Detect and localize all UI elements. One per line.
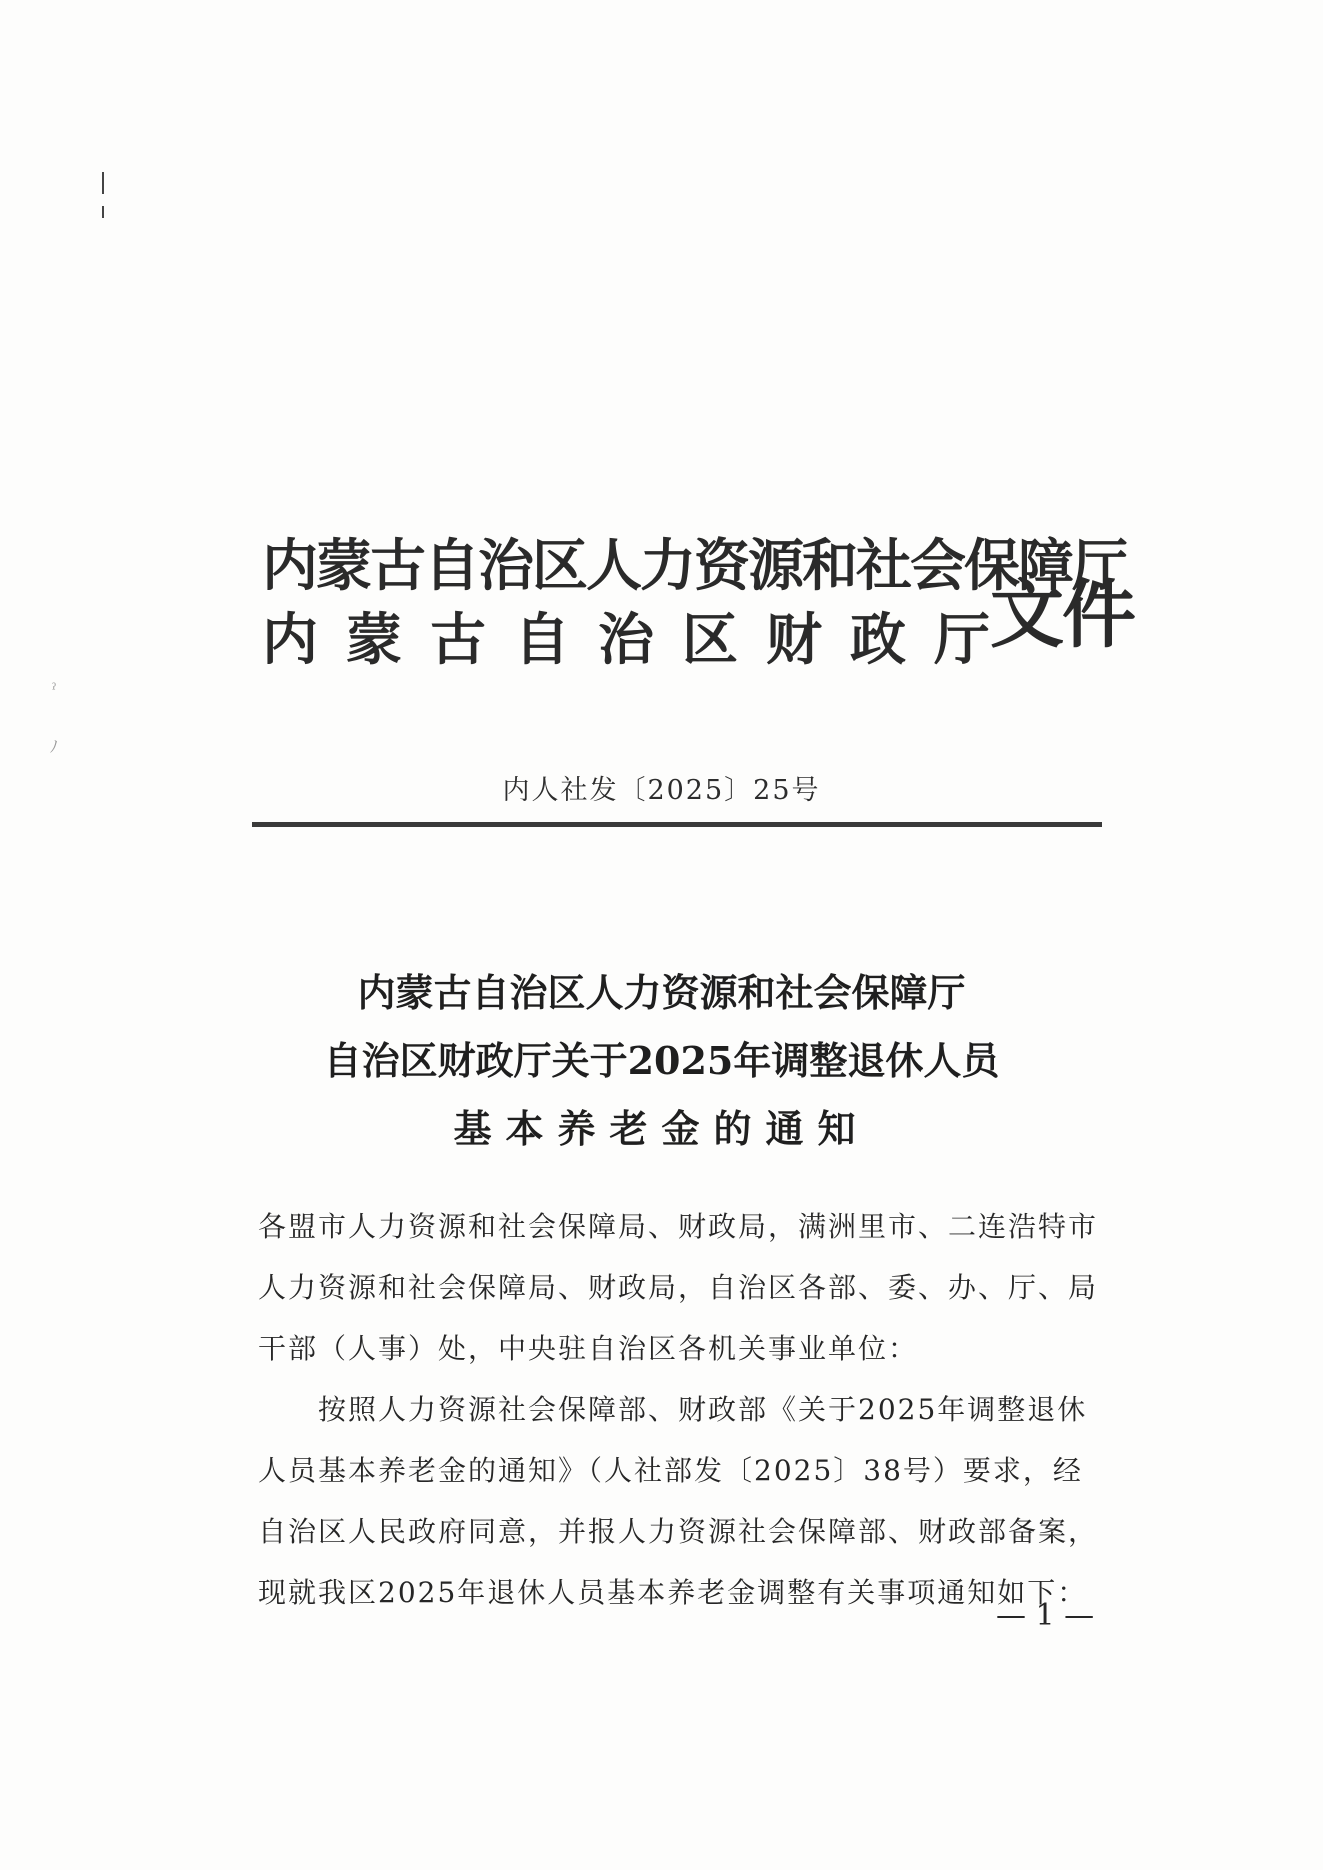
body-line: 人员基本养老金的通知》（人社部发〔2025〕38号）要求，经 (258, 1454, 1083, 1487)
body-line: 各盟市人力资源和社会保障局、财政局，满洲里市、二连浩特市 (258, 1210, 1099, 1243)
title-line-1: 内蒙古自治区人力资源和社会保障厅 (357, 970, 966, 1015)
red-header (262, 522, 1134, 673)
title-line-2: 自治区财政厅关于2025年调整退休人员 (323, 1038, 1000, 1083)
document-word: 文件 (990, 572, 1134, 658)
document-number: 内人社发〔2025〕25号 (502, 775, 821, 806)
scan-smudge: ˀ (52, 680, 57, 699)
body-line: 按照人力资源社会保障部、财政部《关于2025年调整退休 (318, 1393, 1088, 1426)
header-divider (252, 822, 1102, 827)
body-line: 干部（人事）处，中央驻自治区各机关事业单位： (258, 1332, 919, 1365)
issuer-line-1: 内蒙古自治区人力资源和社会保障厅 (262, 533, 1126, 599)
title-line-3: 基本养老金的通知 (453, 1106, 870, 1151)
issuer-line-2: 内蒙古自治区财政厅 (262, 607, 1018, 673)
binding-mark (102, 172, 104, 194)
body-line: 自治区人民政府同意，并报人力资源社会保障部、财政部备案， (258, 1515, 1099, 1548)
binding-mark (102, 206, 104, 218)
body-line: 人力资源和社会保障局、财政局，自治区各部、委、办、厅、局 (258, 1271, 1099, 1304)
body-line: 现就我区2025年退休人员基本养老金调整有关事项通知如下： (258, 1576, 1088, 1609)
page-number: — 1 — (996, 1598, 1095, 1633)
scan-smudge: ﾉ (50, 737, 59, 756)
